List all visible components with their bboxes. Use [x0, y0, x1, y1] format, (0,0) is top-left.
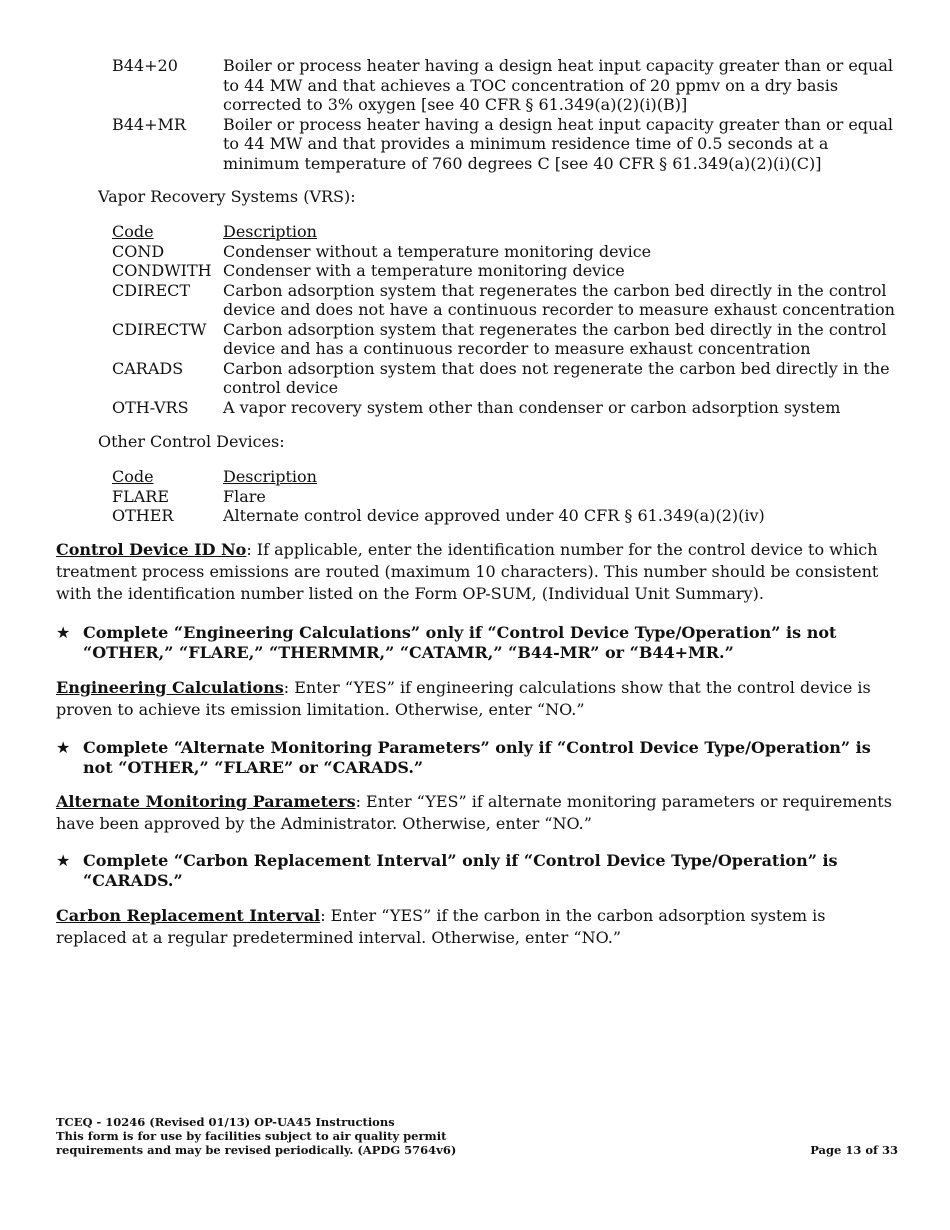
engineering-calculations-paragraph: [56, 677, 898, 721]
footer-form-id: TCEQ - 10246 (Revised 01/13) OP-UA45 Instructions: [56, 1115, 395, 1129]
table-row: [112, 487, 902, 507]
table-header-row: [112, 222, 902, 242]
vrs-heading: Vapor Recovery Systems (VRS):: [98, 187, 356, 206]
control-device-id-term: Control Device ID No: [56, 540, 247, 559]
code-cell: CARADS: [112, 358, 184, 378]
code-cell: CONDWITH: [112, 261, 212, 280]
engineering-calculations-text: : Enter “YES” if engineering calculations show that the control device is proven to achieve its emission limitation. Otherwise, enter “NO.”: [56, 678, 871, 719]
description-cell: Boiler or process heater having a design heat input capacity greater than or equal to 44 MW and that achieves a TOC concentration of 20 ppmv on a dry basis corrected to 3% oxygen [see 40 CFR § 61.349(a)(2)(i)(B)]: [223, 56, 893, 114]
description-cell: Condenser without a temperature monitoring device: [223, 241, 652, 261]
code-cell: B44+MR: [112, 114, 186, 134]
code-cell: CDIRECT: [112, 280, 191, 300]
control-device-id-text: : If applicable, enter the identification number for the control device to which treatment process emissions are routed (maximum 10 characters). This number should be consistent with the identification number listed on the Form OP-SUM, (Individual Unit Summary).: [56, 540, 879, 603]
carbon-replacement-term: Carbon Replacement Interval: [56, 906, 321, 925]
engineering-note: [56, 623, 898, 663]
table-row: [112, 56, 902, 115]
engineering-note-text: Complete “Engineering Calculations” only if “Control Device Type/Operation” is not “OTHER,” “FLARE,” “THERMMR,” “CATAMR,” “B44-MR” or “B44+MR.”: [83, 623, 837, 662]
code-cell: COND: [112, 241, 165, 261]
description-column-header: Description: [223, 467, 317, 486]
carbon-note-text: Complete “Carbon Replacement Interval” only if “Control Device Type/Operation” is “CARADS.”: [83, 851, 838, 890]
other-code-table: [112, 467, 902, 526]
table-row: [112, 359, 902, 398]
code-cell: OTHER: [112, 506, 174, 525]
star-icon: ★: [56, 623, 71, 642]
description-cell: Carbon adsorption system that does not regenerate the carbon bed directly in the control device: [223, 358, 890, 397]
vrs-code-table: [112, 222, 902, 417]
other-devices-heading: Other Control Devices:: [98, 432, 285, 451]
code-cell: CDIRECTW: [112, 319, 207, 339]
carbon-note: [56, 851, 898, 891]
table-row: [112, 115, 902, 174]
description-column-header: Description: [223, 222, 317, 241]
boiler-code-table: [112, 56, 902, 173]
footer-notice-line: This form is for use by facilities subject to air quality permit: [56, 1129, 447, 1143]
description-cell: Flare: [223, 486, 266, 506]
description-cell: Boiler or process heater having a design heat input capacity greater than or equal to 44 MW and that provides a minimum residence time of 0.5 seconds at a minimum temperature of 760 degrees C [see 40 CFR § 61.349(a)(2)(i)(C)]: [223, 114, 893, 173]
page-number: Page 13 of 33: [810, 1143, 898, 1157]
engineering-calculations-term: Engineering Calculations: [56, 678, 284, 697]
control-device-id-paragraph: [56, 539, 898, 605]
star-icon: ★: [56, 851, 71, 870]
alternate-monitoring-paragraph: [56, 791, 898, 835]
description-cell: Carbon adsorption system that regenerates the carbon bed directly in the control device and does not have a continuous recorder to measure exhaust concentration: [223, 280, 895, 319]
star-icon: ★: [56, 738, 71, 757]
description-cell: Alternate control device approved under 40 CFR § 61.349(a)(2)(iv): [223, 506, 765, 525]
table-row: [112, 281, 902, 320]
alternate-monitoring-term: Alternate Monitoring Parameters: [56, 792, 356, 811]
alternate-note: [56, 738, 898, 778]
description-cell: A vapor recovery system other than condenser or carbon adsorption system: [223, 397, 841, 417]
alternate-note-text: Complete “Alternate Monitoring Parameters” only if “Control Device Type/Operation” is not “OTHER,” “FLARE” or “CARADS.”: [83, 738, 871, 777]
carbon-replacement-text: : Enter “YES” if the carbon in the carbon adsorption system is replaced at a regular predetermined interval. Otherwise, enter “NO.”: [56, 906, 826, 947]
table-row: [112, 261, 902, 281]
table-row: [112, 398, 902, 418]
carbon-replacement-paragraph: [56, 905, 898, 949]
table-header-row: [112, 467, 902, 487]
code-cell: B44+20: [112, 56, 178, 75]
code-cell: FLARE: [112, 486, 170, 506]
page-footer: [56, 1115, 898, 1157]
code-column-header: Code: [112, 467, 154, 486]
description-cell: Carbon adsorption system that regenerates the carbon bed directly in the control device and has a continuous recorder to measure exhaust concentration: [223, 319, 887, 358]
code-cell: OTH-VRS: [112, 397, 189, 417]
description-cell: Condenser with a temperature monitoring device: [223, 261, 625, 280]
footer-notice-line: requirements and may be revised periodically. (APDG 5764v6): [56, 1143, 457, 1157]
code-column-header: Code: [112, 222, 154, 241]
alternate-monitoring-text: : Enter “YES” if alternate monitoring parameters or requirements have been approved by the Administrator. Otherwise, enter “NO.”: [56, 792, 892, 833]
table-row: [112, 320, 902, 359]
table-row: [112, 506, 902, 526]
table-row: [112, 242, 902, 262]
